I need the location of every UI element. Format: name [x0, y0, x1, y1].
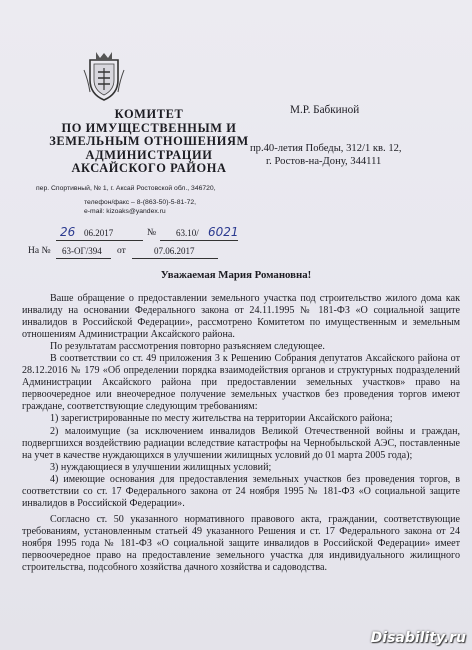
org-email: e-mail: kizoaks@yandex.ru — [84, 208, 166, 215]
paragraph: По результатам рассмотрения повторно разъясняем следующее. — [50, 341, 325, 353]
reference-label: На № — [28, 246, 51, 256]
list-item: 3) нуждающиеся в улучшении жилищных условий; — [50, 461, 272, 473]
reference-date-field — [132, 246, 218, 259]
date-printed: 06.2017 — [84, 228, 114, 238]
org-line: АДМИНИСТРАЦИИ — [85, 147, 213, 162]
paragraph: Ваше обращение о предоставлении земельного участка под строительство жилого дома как инвалиду на основании Федерального закона от 24.11.1995 № 181-ФЗ «О социальной защите инвалидов в Российской Федерации», рассмотрено Комитетом по имущественным и земельным отношениям Администрации Аксайского района. — [22, 293, 460, 341]
letter-body — [22, 290, 460, 574]
number-label: № — [147, 228, 157, 238]
paragraph: Согласно ст. 50 указанного нормативного правового акта, граждании, соответствующие требованиям, установленным статьей 49 указанного Решения и ст. 17 Федерального закона от 24 ноября 1995 года № 181-ФЗ «О социальной защите инвалидов в Российской Федерации» имеет первоочередное право на предоставление земельного участка для индивидуального жилищного строительства, подсобного хозяйства дачного хозяйства и садоводства. — [22, 513, 460, 574]
reference-date: 07.06.2017 — [154, 246, 195, 256]
org-line: ЗЕМЕЛЬНЫМ ОТНОШЕНИЯМ — [49, 134, 249, 149]
watermark: Disability.ru — [370, 630, 466, 646]
list-item: 2) малоимущие (за исключением инвалидов Великой Отечественной войны и граждан, подвергшихся воздействию радиации вследствие катастрофы на Чернобыльской АЭС, поставленные на учет в качестве нуждающихся в улучшении жилищных условий до 01 марта 2005 года); — [22, 425, 460, 461]
org-line: ПО ИМУЩЕСТВЕННЫМ И — [61, 120, 237, 135]
list-item: 4) имеющие основания для предоставления земельных участков без проведения торгов, в соответствии со ст. 17 Федерального закона от 24 ноября 1995 № 181-ФЗ «О социальной защите инвалидов в Российской Федерации». — [22, 473, 460, 509]
greeting: Уважаемая Мария Романовна! — [160, 269, 312, 281]
reference-number-field — [56, 246, 111, 259]
reference-number: 63-ОГ/394 — [62, 246, 102, 256]
recipient-address-line1: пр.40-летия Победы, 312/1 кв. 12, — [250, 143, 402, 154]
organization-name — [24, 108, 274, 176]
number-printed: 63.10/ — [176, 228, 199, 238]
reference-from-label: от — [117, 246, 126, 256]
date-field — [56, 225, 143, 241]
paragraph: В соответствии со ст. 49 приложения 3 к Решению Собрания депутатов Аксайского района от 28.12.2016 № 179 «Об определении порядка взаимодействия органов и структурных подразделений Администрации Аксайского района при предоставлении земельных участков» право на первоочередное или внеочередное получение земельных участков без проведения торгов имеют граждане, соответствующие следующим требованиям: — [22, 353, 460, 413]
list-item: 1) зарегистрированные по месту жительства на территории Аксайского района; — [50, 413, 393, 425]
number-field — [160, 225, 239, 241]
org-address: пер. Спортивный, № 1, г. Аксай Ростовской обл., 346720, — [36, 185, 216, 192]
org-line: КОМИТЕТ — [114, 107, 184, 121]
org-phone: телефон/факс – 8-(863-50)-5-81-72, — [84, 199, 197, 206]
recipient-address-line2: г. Ростов-на-Дону, 344111 — [266, 156, 382, 167]
coat-of-arms-emblem — [82, 50, 126, 102]
recipient-name: М.Р. Бабкиной — [290, 104, 360, 116]
number-handwritten: 6021 — [208, 225, 239, 239]
date-handwritten: 26 — [60, 225, 76, 239]
org-line: АКСАЙСКОГО РАЙОНА — [71, 161, 227, 176]
